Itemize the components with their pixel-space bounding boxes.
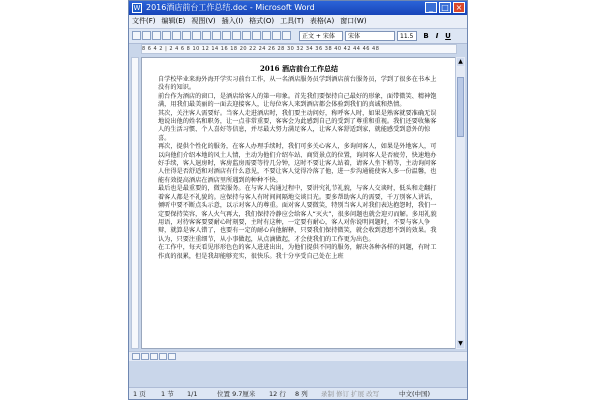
font-size-select[interactable]: 11.5	[397, 31, 417, 41]
outline-view-icon[interactable]	[168, 353, 176, 360]
window-title: 2016酒店前台工作总结.doc - Microsoft Word	[146, 3, 315, 12]
save-icon[interactable]	[152, 31, 161, 40]
paragraph: 在工作中，每天看见形形色色的客人进进出出，为他们提供不同的服务，解决各种各样的问题，有时工作真的很累，但是我却能够充实，很快乐。我十分享受自己处在上班	[158, 244, 437, 260]
menu-tools[interactable]: 工具(T)	[280, 17, 304, 25]
print-preview-icon[interactable]	[192, 31, 201, 40]
menu-bar	[129, 15, 467, 29]
print-icon[interactable]	[182, 31, 191, 40]
status-page: 1 页	[133, 390, 146, 398]
formatting-toolbar	[129, 29, 467, 44]
horizontal-scrollbar[interactable]	[129, 351, 467, 361]
scroll-up-arrow-icon[interactable]: ▲	[458, 58, 463, 65]
word-app-icon[interactable]: W	[133, 4, 141, 12]
horizontal-ruler[interactable]: 8 6 4 2 | 2 4 6 8 10 12 14 16 18 20 22 24 26 28 30 32 34 36 38 40 42 44 46 48	[141, 44, 457, 54]
paragraph: 自学校毕业来海外海开学实习前台工作，从一名酒店服务员学到酒店前台服务员，学到了很多在书本上没有的知识。	[158, 76, 437, 92]
word-window	[128, 0, 468, 400]
undo-icon[interactable]	[262, 31, 271, 40]
maximize-button[interactable]: □	[439, 2, 451, 13]
close-button[interactable]: ×	[453, 2, 465, 13]
menu-table[interactable]: 表格(A)	[309, 17, 335, 25]
minimize-button[interactable]: _	[425, 2, 437, 13]
font-select[interactable]: 宋体	[345, 31, 395, 41]
paste-icon[interactable]	[242, 31, 251, 40]
scroll-down-arrow-icon[interactable]: ▼	[458, 340, 463, 347]
document-title: 2016 酒店前台工作总结	[260, 64, 338, 73]
paragraph: 最后也是最重要的，微笑服务。在与客人沟通过程中，要讲究礼节礼貌，与客人交谈时，低头和走翻打着客人都是不礼貌的。应保持与客人有时间间隔地交谈目光。要多帮助客人的需要，千万别客人讲话，倾听中要不断点头示意，以示对客人的尊重。面对客人要微笑，特别当客人对我们表达抱怨时，我们一定要保持笑容，客人火气再大，我们保持冷静应会给客人“灭火”，很多问题也就会迎刃而解。多用礼貌用语，对待客客要要耐心时刻要，主时有这种，一定要有耐心，客人对你说明问题时，不要与客人争辩，就算是客人错了，也要有一定的耐心向他解释，只要我们保持微笑，就会收到意想不到的效果。我认为，只要注重细节，从小事做起，从点滴做起，才会使我们的工作更为出色。	[158, 185, 437, 243]
new-doc-icon[interactable]	[132, 31, 141, 40]
style-select[interactable]: 正文 + 宋体	[299, 31, 343, 41]
italic-button[interactable]: I	[435, 32, 439, 40]
vertical-scrollbar[interactable]	[455, 57, 465, 349]
status-line: 12 行	[269, 390, 286, 398]
email-icon[interactable]	[172, 31, 181, 40]
menu-file[interactable]: 文件(F)	[132, 17, 156, 25]
underline-button[interactable]: U	[445, 32, 451, 40]
spelling-icon[interactable]	[202, 31, 211, 40]
cut-icon[interactable]	[222, 31, 231, 40]
paragraph: 前台作为酒店的窗口，是酒店给客人的第一印象。首先我们要保持自己最好的形象，面带微笑、精神饱满，用我们最美丽的一面去迎接客人，让每位客人来到酒店都会体验到我们的真诚和热情。	[158, 92, 437, 109]
print-layout-view-icon[interactable]	[150, 353, 158, 360]
format-painter-icon[interactable]	[252, 31, 261, 40]
paragraph: 再次，提供个性化的服务，在客人办理手续时，我们可多关心客人，多询问客人，如果是外地客人，可以向他们介绍本地的风土人情，主动为他们介绍车站、商贸景点的位置，询问客人是否疲劳，快速地办好手续，客人退房时，客房监房需要等待几分钟，这时不要让客人站着，请客人坐下稍等，主动询问客人住得是否舒适和对酒店有什么意见，不要让客人觉得冷落了他，进一步沟通能使客人多一份温馨，也能有效提高酒店在酒店里所遇到的种种不快。	[158, 143, 437, 184]
menu-insert[interactable]: 插入(I)	[221, 17, 244, 25]
status-section: 1 节	[161, 390, 174, 398]
redo-icon[interactable]	[272, 31, 281, 40]
scroll-thumb[interactable]	[457, 77, 464, 137]
document-body[interactable]	[158, 76, 442, 261]
status-position: 位置 9.7厘米	[217, 390, 256, 398]
status-modes[interactable]: 录制 修订 扩展 改写	[321, 390, 380, 398]
status-bar	[129, 387, 467, 400]
vertical-ruler[interactable]	[131, 57, 139, 349]
menu-view[interactable]: 视图(V)	[191, 17, 216, 25]
permission-icon[interactable]	[162, 31, 171, 40]
status-language: 中文(中国)	[399, 390, 431, 398]
menu-window[interactable]: 窗口(W)	[340, 17, 367, 25]
menu-edit[interactable]: 编辑(E)	[161, 17, 186, 25]
menu-format[interactable]: 格式(O)	[249, 17, 275, 25]
document-page[interactable]	[141, 57, 457, 349]
status-column: 8 列	[295, 390, 308, 398]
status-page-of: 1/1	[187, 390, 198, 398]
reading-view-icon[interactable]	[159, 353, 167, 360]
hyperlink-icon[interactable]	[282, 31, 291, 40]
bold-button[interactable]: B	[423, 32, 429, 40]
research-icon[interactable]	[212, 31, 221, 40]
open-icon[interactable]	[142, 31, 151, 40]
paragraph: 其次，关注客人需要好。当客人走进酒店时，我们要主动问好，称呼客人时，如果是熟客就要准确无误地说出他的姓名和职务，让一点非常重要，客客会为此感到自己的受到了尊重和重视。我们还要收集客人的生活习惯、个人喜好等信息，并尽最大努力满足客人，让客人客舒适到家，就能感受到意外的惊喜。	[158, 109, 437, 142]
web-layout-view-icon[interactable]	[141, 353, 149, 360]
copy-icon[interactable]	[232, 31, 241, 40]
title-bar	[129, 1, 467, 15]
normal-view-icon[interactable]	[132, 353, 140, 360]
